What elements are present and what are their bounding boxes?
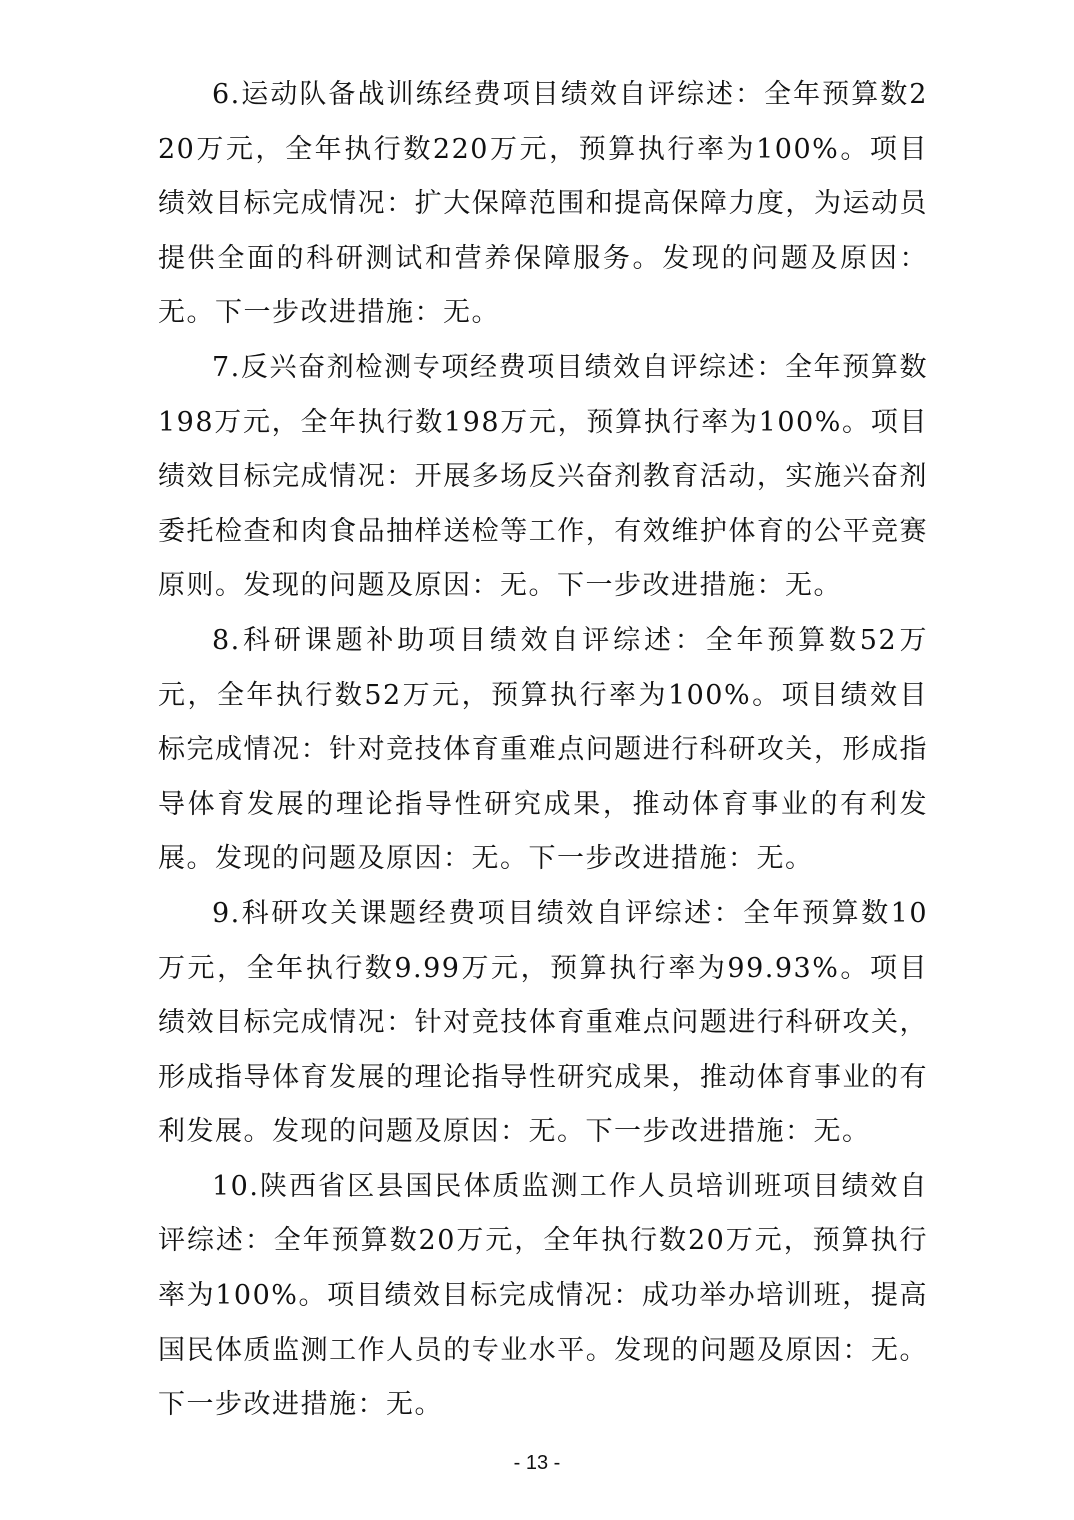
document-body [158,68,928,1433]
paragraph-item-8: 8.科研课题补助项目绩效自评综述：全年预算数52万元，全年执行数52万元，预算执行率为100%。项目绩效目标完成情况：针对竞技体育重难点问题进行科研攻关，形成指导体育发展的理论指导性研究成果，推动体育事业的有利发展。发现的问题及原因：无。下一步改进措施：无。 [158,624,928,875]
paragraph-item-9: 9.科研攻关课题经费项目绩效自评综述：全年预算数10万元，全年执行数9.99万元，预算执行率为99.93%。项目绩效目标完成情况：针对竞技体育重难点问题进行科研攻关，形成指导体育发展的理论指导性研究成果，推动体育事业的有利发展。发现的问题及原因：无。下一步改进措施：无。 [158,897,928,1148]
paragraph-item-7: 7.反兴奋剂检测专项经费项目绩效自评综述：全年预算数198万元，全年执行数198万元，预算执行率为100%。项目绩效目标完成情况：开展多场反兴奋剂教育活动，实施兴奋剂委托检查和肉食品抽样送检等工作，有效维护体育的公平竞赛原则。发现的问题及原因：无。下一步改进措施：无。 [158,351,928,602]
page-number: - 13 - [513,1452,561,1474]
paragraph-item-10: 10.陕西省区县国民体质监测工作人员培训班项目绩效自评综述：全年预算数20万元，全年执行数20万元，预算执行率为100%。项目绩效目标完成情况：成功举办培训班，提高国民体质监测工作人员的专业水平。发现的问题及原因：无。下一步改进措施：无。 [158,1170,928,1421]
paragraph-item-6: 6.运动队备战训练经费项目绩效自评综述：全年预算数220万元，全年执行数220万元，预算执行率为100%。项目绩效目标完成情况：扩大保障范围和提高保障力度，为运动员提供全面的科研测试和营养保障服务。发现的问题及原因：无。下一步改进措施：无。 [158,79,928,329]
